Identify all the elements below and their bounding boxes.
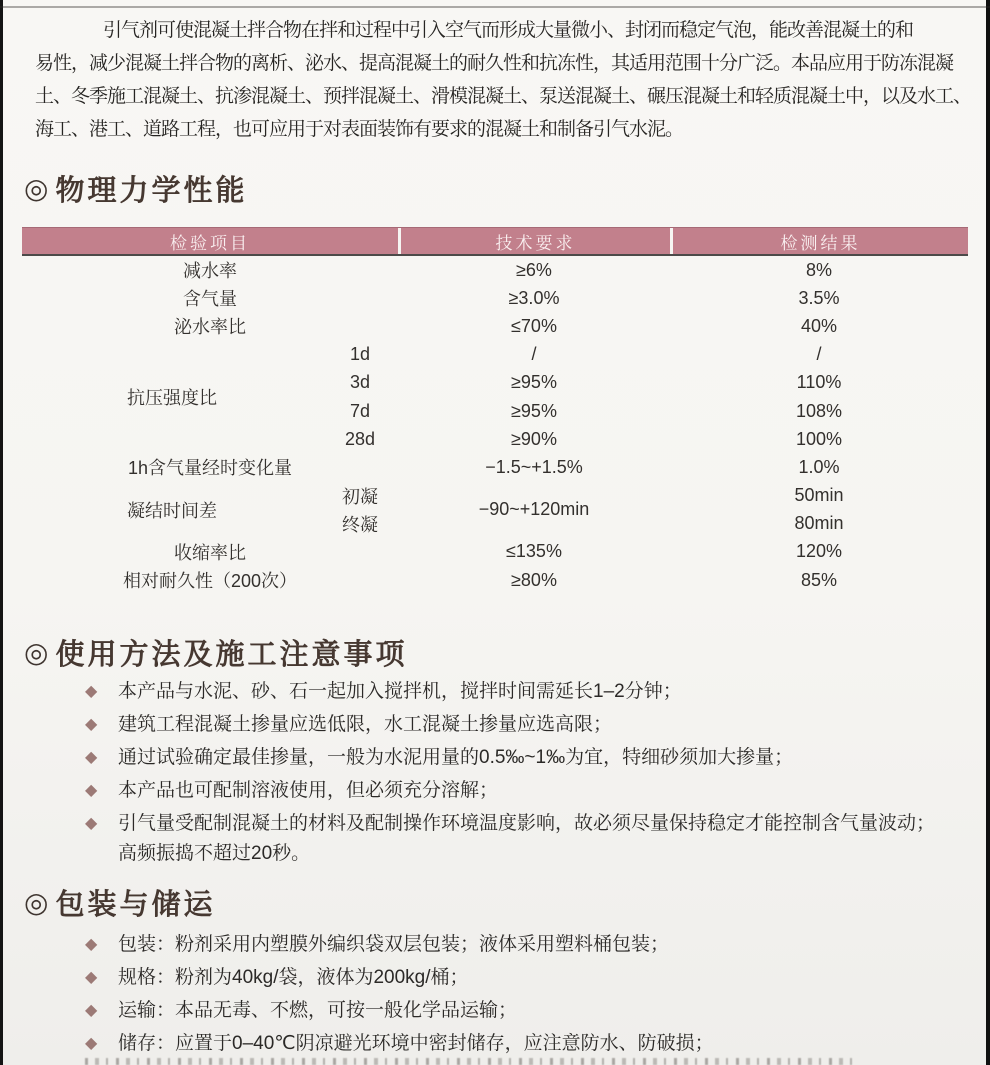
list-item-text: 运输：本品无毒、不燃，可按一般化学品运输； [118, 1000, 518, 1021]
list-item [85, 1029, 965, 1059]
list-item [85, 677, 965, 707]
result-cell: 1.0% [798, 456, 840, 477]
list-item-text: 引气量受配制混凝土的材料及配制操作环境温度影响，故必须尽量保持稳定才能控制含气量波动；高频振捣不超过20秒。 [118, 813, 936, 864]
double-circle-marker-icon: ◎ [24, 636, 49, 668]
table-row [22, 538, 968, 566]
diamond-bullet-icon: ◆ [85, 782, 98, 799]
requirement-cell: −1.5~+1.5% [485, 456, 583, 477]
item-cell: 凝结时间差 [127, 500, 217, 521]
section-heading-usage-notes [24, 632, 407, 673]
diamond-bullet-icon: ◆ [85, 1035, 98, 1052]
list-item-text: 本产品与水泥、砂、石一起加入搅拌机，搅拌时间需延长1–2分钟； [118, 681, 682, 702]
result-cell: / [816, 344, 822, 365]
table-header-cell: 检验项目 [170, 233, 250, 253]
table-header-row [22, 227, 968, 256]
list-item-text: 通过试验确定最佳掺量，一般为水泥用量的0.5‰~1‰为宜，特细砂须加大掺量； [118, 747, 794, 768]
list-item [85, 710, 965, 740]
item-cell: 减水率 [183, 261, 237, 282]
intro-line: 易性，减少混凝土拌合物的离析、泌水、提高混凝土的耐久性和抗冻性，其适用范围十分广泛。本品应用于防冻混凝 [35, 53, 954, 74]
item-cell: 收缩率比 [174, 542, 246, 563]
packing-list [85, 930, 965, 1062]
requirement-cell: −90~+120min [478, 499, 590, 520]
list-item [85, 930, 965, 960]
item-cell: 抗压强度比 [127, 387, 217, 408]
diamond-bullet-icon: ◆ [85, 815, 98, 832]
table-row [22, 566, 968, 594]
list-item-text: 建筑工程混凝土掺量应选低限，水工混凝土掺量应选高限； [118, 714, 613, 735]
section-title: 物理力学性能 [55, 175, 248, 207]
list-item [85, 996, 965, 1026]
section-title: 使用方法及施工注意事项 [55, 639, 408, 671]
result-cell: 85% [800, 569, 838, 590]
diamond-bullet-icon: ◆ [85, 969, 98, 986]
table-row [22, 256, 968, 284]
requirement-cell: ≥90% [511, 428, 557, 449]
diamond-bullet-icon: ◆ [85, 749, 98, 766]
result-cell: 120% [795, 541, 843, 562]
result-cell: 80min [794, 513, 844, 534]
requirement-cell: ≥80% [511, 569, 557, 590]
list-item-text: 本产品也可配制溶液使用，但必须充分溶解； [118, 780, 499, 801]
requirement-cell: ≤70% [511, 315, 557, 336]
table-row [22, 284, 968, 312]
usage-list [85, 677, 965, 872]
list-item [85, 809, 965, 869]
intro-line: 土、冬季施工混凝土、抗渗混凝土、预拌混凝土、滑模混凝土、泵送混凝土、碾压混凝土和轻质混凝土中，以及水工、 [35, 86, 972, 107]
result-cell: 110% [796, 372, 842, 393]
result-cell: 108% [795, 400, 843, 421]
intro-line: 引气剂可使混凝土拌合物在拌和过程中引入空气而形成大量微小、封闭而稳定气泡，能改善混凝土的和 [103, 20, 914, 41]
diamond-bullet-icon: ◆ [85, 936, 98, 953]
sub-item-cell: 28d [344, 428, 376, 449]
list-item-text: 包装：粉剂采用内塑膜外编织袋双层包装；液体采用塑料桶包装； [118, 934, 670, 955]
diamond-bullet-icon: ◆ [85, 1002, 98, 1019]
list-item [85, 743, 965, 773]
table-row-group-setting-time [22, 482, 968, 538]
requirement-cell: ≥6% [516, 259, 552, 280]
scan-edge-right-line [986, 0, 990, 1065]
table-header-cell: 检测结果 [670, 228, 968, 254]
diamond-bullet-icon: ◆ [85, 683, 98, 700]
sub-item-cell: 初凝 [342, 486, 378, 507]
table-row-group-compressive-strength [22, 341, 968, 454]
section-heading-packing-storage [24, 882, 215, 923]
result-cell: 40% [800, 315, 838, 336]
list-item [85, 963, 965, 993]
intro-paragraph [35, 14, 975, 146]
sub-item-cell: 3d [349, 372, 371, 393]
item-cell: 1h含气量经时变化量 [127, 458, 293, 479]
sub-item-cell: 7d [349, 400, 371, 421]
physical-properties-table [22, 227, 968, 594]
double-circle-marker-icon: ◎ [24, 886, 49, 918]
scan-edge-left-line [0, 0, 3, 1065]
requirement-cell: ≥3.0% [508, 287, 560, 308]
list-item-text: 储存：应置于0–40℃阴凉避光环境中密封储存，应注意防水、防破损； [118, 1033, 714, 1054]
double-circle-marker-icon: ◎ [24, 172, 49, 204]
requirement-cell: ≥95% [511, 400, 557, 421]
requirement-cell: / [531, 344, 537, 365]
result-cell: 8% [805, 259, 832, 280]
sub-item-cell: 终凝 [342, 514, 378, 535]
table-row [22, 312, 968, 340]
list-item [85, 776, 965, 806]
intro-line: 海工、港工、道路工程，也可应用于对表面装饰有要求的混凝土和制备引气水泥。 [35, 119, 684, 140]
item-cell: 含气量 [183, 289, 237, 310]
item-cell: 泌水率比 [174, 317, 246, 338]
section-heading-physical-properties [24, 168, 247, 209]
requirement-cell: ≥95% [511, 372, 557, 393]
requirement-cell: ≤135% [506, 541, 562, 562]
sub-item-cell: 1d [349, 344, 371, 365]
section-title: 包装与储运 [55, 889, 216, 921]
result-cell: 3.5% [798, 287, 840, 308]
list-item-text: 规格：粉剂为40kg/袋，液体为200kg/桶； [118, 967, 469, 988]
result-cell: 100% [795, 428, 843, 449]
item-cell: 相对耐久性（200次） [122, 571, 298, 592]
cutoff-text-remnant [85, 1058, 860, 1065]
table-row [22, 453, 968, 481]
diamond-bullet-icon: ◆ [85, 716, 98, 733]
scan-edge-top-line [0, 6, 990, 8]
table-header-cell: 技术要求 [398, 228, 670, 254]
result-cell: 50min [794, 485, 844, 506]
